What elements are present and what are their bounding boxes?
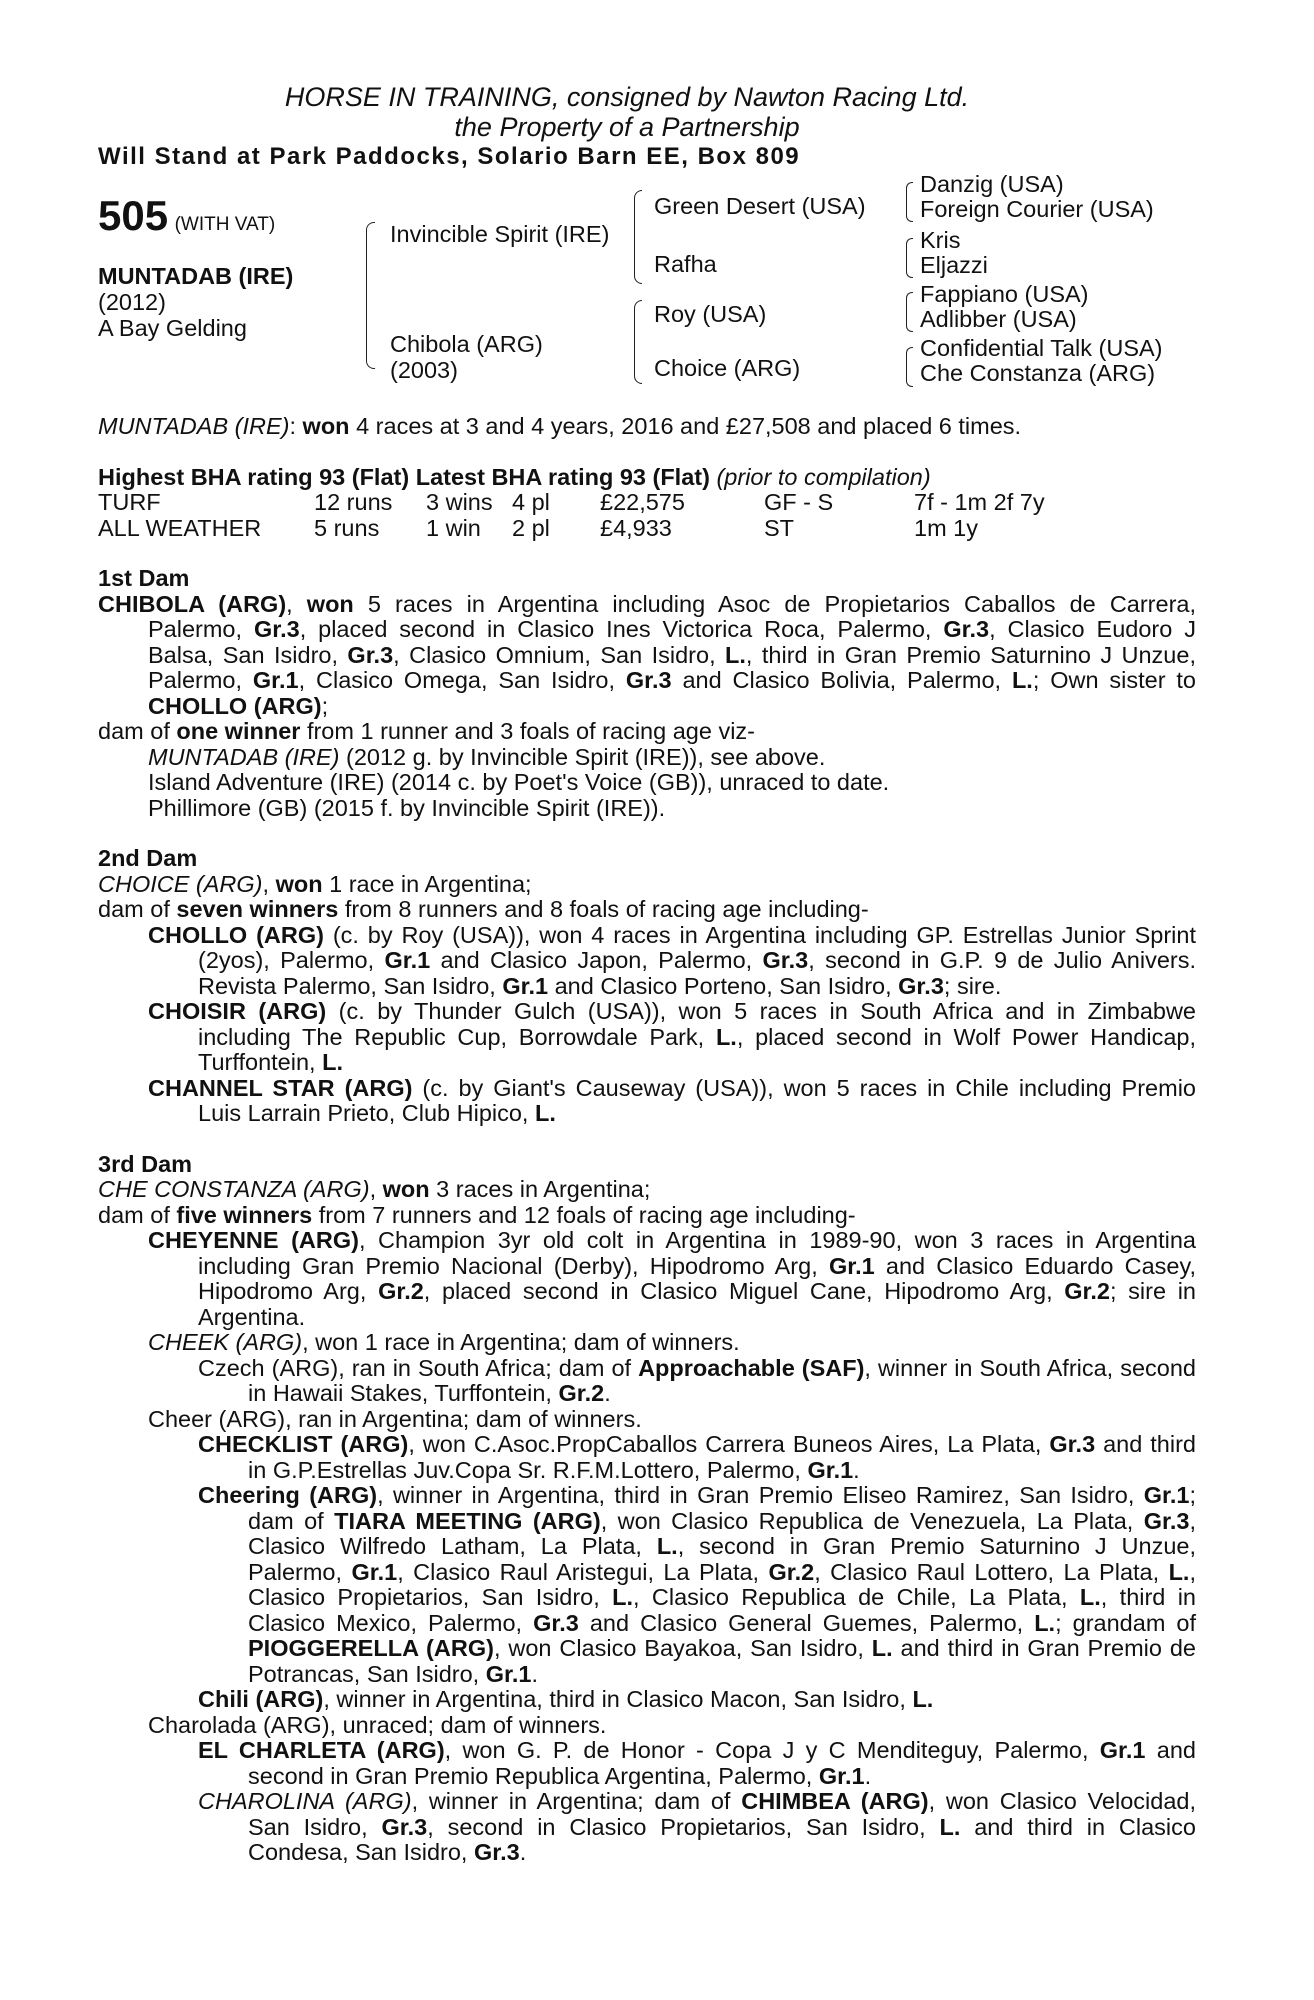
list-item: CHECKLIST (ARG), won C.Asoc.PropCaballos Carrera Buneos Aires, La Plata, Gr.3 and third in G.P.Estrellas Juv.Copa Sr. R.F.M.Lottero, Palermo, Gr.1. xyxy=(198,1431,1196,1483)
dam3-produce-summary: dam of five winners from 7 runners and 12 foals of racing age including- xyxy=(98,1201,856,1228)
list-item: Cheering (ARG), winner in Argentina, third in Gran Premio Eliseo Ramirez, San Isidro, Gr.1; dam of TIARA MEETING (ARG), won Clasico Republica de Venezuela, La Plata, Gr.3, Clasico Wilfredo Latham, La Plata, L., second in Gran Premio Saturnino J Unzue, Palermo, Gr.1, Clasico Raul Aristegui, La Plata, Gr.2, Clasico Raul Lottero, La Plata, L., Clasico Propietarios, San Isidro, L., Clasico Republica de Chile, La Plata, L., third in Clasico Mexico, Palermo, Gr.3 and Clasico General Guemes, Palermo, L.; grandam of PIOGGERELLA (ARG), won Clasico Bayakoa, San Isidro, L. and third in Gran Premio de Potrancas, San Isidro, Gr.1. xyxy=(198,1482,1197,1687)
sire-sire-sire: Danzig (USA) xyxy=(920,171,1064,197)
brace-gen2-dam xyxy=(634,300,642,384)
dam-sire-sire: Fappiano (USA) xyxy=(920,281,1089,307)
dam-dam-sire: Confidential Talk (USA) xyxy=(920,335,1163,361)
sire-dam-dam: Eljazzi xyxy=(920,252,988,278)
list-item: Phillimore (GB) (2015 f. by Invincible Spirit (IRE)). xyxy=(148,794,666,821)
table-row: ALL WEATHER 5 runs 1 win 2 pl £4,933 ST 1m 1y xyxy=(98,514,978,541)
list-item: CHEEK (ARG), won 1 race in Argentina; dam of winners. xyxy=(148,1329,740,1355)
lot-number-line xyxy=(98,194,275,238)
pedigree-block xyxy=(98,172,1196,404)
dam-year: (2003) xyxy=(390,357,458,383)
horse-description: A Bay Gelding xyxy=(98,315,247,341)
dam2-line: CHOICE (ARG), won 1 race in Argentina; xyxy=(98,870,532,897)
sire-sire-dam: Foreign Courier (USA) xyxy=(920,196,1154,222)
dam1-paragraph: CHIBOLA (ARG), won 5 races in Argentina including Asoc de Propietarios Caballos de Carrera, Palermo, Gr.3, placed second in Clasico Ines Victorica Roca, Palermo, Gr.3, Clasico Eudoro J Balsa, San Isidro, Gr.3, Clasico Omnium, San Isidro, L., third in Gran Premio Saturnino J Unzue, Palermo, Gr.1, Clasico Omega, San Isidro, Gr.3 and Clasico Bolivia, Palermo, L.; Own sister to CHOLLO (ARG); xyxy=(98,590,1197,719)
list-item: MUNTADAB (IRE) (2012 g. by Invincible Spirit (IRE)), see above. xyxy=(148,743,826,770)
section-heading: 2nd Dam xyxy=(98,845,198,871)
consignor-line: HORSE IN TRAINING, consigned by Nawton Racing Ltd. xyxy=(284,82,970,112)
sire: Invincible Spirit (IRE) xyxy=(390,221,610,247)
list-item: Czech (ARG), ran in South Africa; dam of Approachable (SAF), winner in South Africa, second in Hawaii Stakes, Turffontein, Gr.2. xyxy=(198,1354,1196,1406)
list-item: Cheer (ARG), ran in Argentina; dam of winners. xyxy=(148,1405,642,1432)
sire-sire: Green Desert (USA) xyxy=(654,193,866,219)
horse-year: (2012) xyxy=(98,289,166,315)
sire-dam: Rafha xyxy=(654,251,717,277)
catalogue-page xyxy=(98,82,1196,1866)
dam2-produce-summary: dam of seven winners from 8 runners and 8 foals of racing age including- xyxy=(98,896,869,922)
dam1-produce-summary: dam of one winner from 1 runner and 3 foals of racing age viz- xyxy=(98,718,755,744)
section-heading: 1st Dam xyxy=(98,565,190,591)
dam: Chibola (ARG) xyxy=(390,331,543,357)
bha-rating: Highest BHA rating 93 (Flat) Latest BHA rating 93 (Flat) (prior to compilation) xyxy=(98,463,931,490)
brace-gen3-4 xyxy=(906,347,913,387)
race-summary: MUNTADAB (IRE): won 4 races at 3 and 4 years, 2016 and £27,508 and placed 6 times. xyxy=(98,413,1022,439)
vat-label: (WITH VAT) xyxy=(174,214,276,235)
race-record-table xyxy=(98,490,1045,541)
brace-gen1 xyxy=(366,222,375,369)
dam-sire-dam: Adlibber (USA) xyxy=(920,306,1077,332)
property-line: the Property of a Partnership xyxy=(454,112,800,142)
third-dam-section xyxy=(98,1152,1196,1866)
table-row: TURF 12 runs 3 wins 4 pl £22,575 GF - S 7f - 1m 2f 7y xyxy=(98,489,1045,515)
brace-gen3-3 xyxy=(906,292,913,332)
list-item: CHOLLO (ARG) (c. by Roy (USA)), won 4 races in Argentina including GP. Estrellas Junior Sprint (2yos), Palermo, Gr.1 and Clasico Japon, Palermo, Gr.3, second in G.P. 9 de Julio Anivers. Revista Palermo, San Isidro, Gr.1 and Clasico Porteno, San Isidro, Gr.3; sire. xyxy=(148,921,1197,999)
list-item: CHEYENNE (ARG), Champion 3yr old colt in Argentina in 1989-90, won 3 races in Argentina including Gran Premio Nacional (Derby), Hipodromo Arg, Gr.1 and Clasico Eduardo Casey, Hipodromo Arg, Gr.2, placed second in Clasico Miguel Cane, Hipodromo Arg, Gr.2; sire in Argentina. xyxy=(148,1227,1196,1330)
section-heading: 3rd Dam xyxy=(98,1150,193,1177)
dam-sire: Roy (USA) xyxy=(654,301,767,327)
list-item: Charolada (ARG), unraced; dam of winners. xyxy=(148,1711,607,1738)
list-item: CHANNEL STAR (ARG) (c. by Giant's Causeway (USA)), won 5 races in Chile including Premio Luis Larrain Prieto, Club Hipico, L. xyxy=(148,1074,1196,1126)
dam3-line: CHE CONSTANZA (ARG), won 3 races in Argentina; xyxy=(98,1176,651,1202)
sire-dam-sire: Kris xyxy=(920,227,961,253)
list-item: CHOISIR (ARG) (c. by Thunder Gulch (USA)), won 5 races in South Africa and in Zimbabwe including The Republic Cup, Borrowdale Park, L., placed second in Wolf Power Handicap, Turffontein, L. xyxy=(148,998,1197,1075)
brace-gen3-2 xyxy=(906,238,913,278)
list-item: Island Adventure (IRE) (2014 c. by Poet's Voice (GB)), unraced to date. xyxy=(148,769,890,795)
first-dam-section xyxy=(98,566,1196,821)
location-line: Will Stand at Park Paddocks, Solario Barn EE, Box 809 xyxy=(98,143,801,170)
lot-number: 505 xyxy=(98,192,169,239)
brace-gen3-1 xyxy=(906,182,913,222)
horse-name: MUNTADAB (IRE) xyxy=(98,263,294,289)
dam-dam-dam: Che Constanza (ARG) xyxy=(920,360,1156,386)
second-dam-section xyxy=(98,846,1196,1127)
list-item: EL CHARLETA (ARG), won G. P. de Honor - Copa J y C Menditeguy, Palermo, Gr.1 and second in Gran Premio Republica Argentina, Palermo, Gr.1. xyxy=(198,1737,1196,1789)
dam-dam: Choice (ARG) xyxy=(654,355,801,381)
list-item: Chili (ARG), winner in Argentina, third in Clasico Macon, San Isidro, L. xyxy=(198,1686,934,1712)
brace-gen2-sire xyxy=(634,190,642,284)
list-item: CHAROLINA (ARG), winner in Argentina; dam of CHIMBEA (ARG), won Clasico Velocidad, San Isidro, Gr.3, second in Clasico Propietarios, San Isidro, L. and third in Clasico Condesa, San Isidro, Gr.3. xyxy=(198,1788,1196,1865)
